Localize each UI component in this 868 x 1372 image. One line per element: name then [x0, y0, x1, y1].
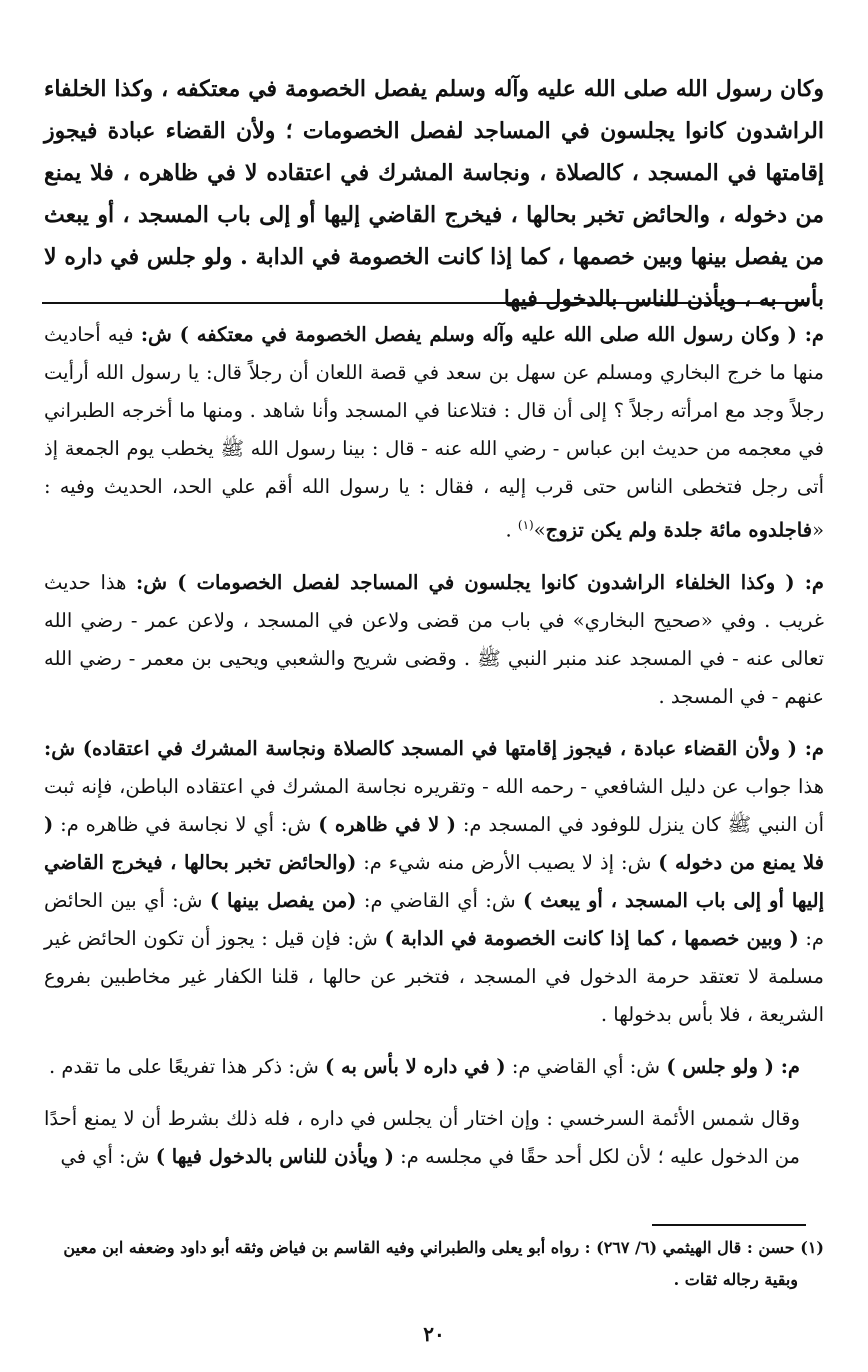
- quote-close: »: [533, 518, 546, 542]
- hadith-quote: فاجلدوه مائة جلدة ولم يكن تزوج: [545, 518, 813, 542]
- commentary-text: ش: أي القاضي م:: [505, 1054, 667, 1078]
- matn-quote: (والحائض تخبر بحالها ، فيخرج القاضي إليها أو إلى باب المسجد ، أو يبعث ): [44, 850, 824, 912]
- matn-quote: م: ( وكذا الخلفاء الراشدون كانوا يجلسون في المساجد لفصل الخصومات ) ش:: [136, 570, 825, 594]
- sentence-end: .: [505, 518, 518, 542]
- matn-text: وكان رسول الله صلى الله عليه وآله وسلم يفصل الخصومة في معتكفه ، وكذا الخلفاء الراشدون كانوا يجلسون في المساجد لفصل الخصومات ؛ ولأن القضاء عبادة فيجوز إقامتها في المسجد ، كالصلاة ، ونجاسة المشرك في اعتقاده لا في ظاهره ، فلا يمنع من دخوله ، والحائض تخبر بحالها ، فيخرج القاضي إليها أو إلى باب المسجد ، أو يبعث من يفصل بينها وبين خصمها ، كما إذا كانت الخصومة في الدابة . ولو جلس في داره لا بأس به ، ويأذن للناس بالدخول فيها: [44, 76, 824, 312]
- commentary-text: هذا حديث غريب . وفي «صحيح البخاري» في باب من قضى ولاعن في المسجد ، ولاعن عمر - رضي الله تعالى عنه - في المسجد عند منبر النبي ﷺ . وقضى شريح والشعبي ويحيى بن معمر - رضي الله عنهم - في المسجد .: [44, 570, 824, 708]
- matn-quote: م: ( وكان رسول الله صلى الله عليه وآله وسلم يفصل الخصومة في معتكفه ) ش:: [140, 323, 824, 346]
- matn-quote: م: ( ولو جلس ): [666, 1054, 800, 1078]
- footnote: [44, 1232, 824, 1296]
- commentary-text: فيه أحاديث منها ما خرج البخاري ومسلم عن سهل بن سعد في قصة اللعان أن رجلاً قال: يا رسول الله أرأيت رجلاً وجد مع امرأته رجلاً ؟ إلى أن قال : فتلاعنا في المسجد وأنا شاهد . ومنها ما أخرجه الطبراني في معجمه من حديث ابن عباس - رضي الله عنه - قال : بينا رسول الله ﷺ يخطب يوم الجمعة إذ أتى رجل فتخطى الناس حتى قرب إليه ، فقال : يا رسول الله أقم علي الحد، الحديث وفيه : «: [44, 323, 824, 542]
- commentary-paragraph-5: [44, 1100, 824, 1176]
- commentary-text: وقال شمس الأئمة السرخسي : وإن اختار أن يجلس في داره ، فله ذلك بشرط أن لا يمنع أحدًا من الدخول عليه ؛ لأن لكل أحد حقًا في مجلسه م:: [44, 1106, 800, 1168]
- commentary-paragraph-2: [44, 564, 824, 716]
- commentary-paragraph-1: [44, 316, 824, 550]
- footnote-ref[interactable]: (١): [517, 518, 534, 532]
- footnote-text: وبقية رجاله ثقات .: [673, 1270, 798, 1289]
- commentary-text: ش: إذ لا يصيب الأرض منه شيء م:: [356, 850, 659, 874]
- footnote-line-2: [44, 1264, 824, 1296]
- footnote-divider: [652, 1224, 806, 1226]
- matn-quote: ( في داره لا بأس به ): [324, 1054, 506, 1078]
- footnote-text: حسن : قال الهيثمي (٦/ ٢٦٧) : رواه أبو يعلى والطبراني وفيه القاسم بن فياض وثقه أبو داود وضعفه ابن معين: [63, 1238, 795, 1257]
- commentary-paragraph-4: [44, 1048, 824, 1086]
- matn-quote: ( ويأذن للناس بالدخول فيها ): [155, 1144, 394, 1168]
- footnote-number: (١): [800, 1238, 824, 1257]
- matn-quote: ( لا في ظاهره ): [318, 812, 456, 836]
- commentary-paragraph-3: [44, 730, 824, 1034]
- matn-quote: م: ( ولأن القضاء عبادة ، فيجوز إقامتها في المسجد كالصلاة ونجاسة المشرك في اعتقاده) ش:: [44, 736, 824, 760]
- main-divider: [42, 302, 808, 304]
- commentary-text: ش: أي القاضي م:: [356, 888, 523, 912]
- commentary-text: ش: أي لا نجاسة في ظاهره م:: [53, 812, 319, 836]
- commentary-text: ش: فإن قيل : يجوز أن تكون الحائض غير مسلمة لا تعتقد حرمة الدخول في المسجد ، فتخبر عن حالها ، قلنا الكفار غير مخاطبين بفروع الشريعة ، فلا بأس بدخولها .: [44, 926, 824, 1026]
- matn-quote: (من يفصل بينها ): [209, 888, 357, 912]
- commentary-text: ش: أي في: [60, 1144, 156, 1168]
- page-number: ٢٠: [423, 1322, 445, 1346]
- commentary-text: ش: ذكر هذا تفريعًا على ما تقدم .: [48, 1054, 325, 1078]
- matn-quote: ( وبين خصمها ، كما إذا كانت الخصومة في الدابة ): [384, 926, 799, 950]
- commentary-text: ش: أي بين الحائض م:: [44, 888, 824, 950]
- commentary: [44, 316, 824, 1190]
- commentary-text: هذا جواب عن دليل الشافعي - رحمه الله - وتقريره نجاسة المشرك في اعتقاده الباطن، فإنه ثبت أن النبي ﷺ كان ينزل للوفود في المسجد م:: [44, 774, 825, 836]
- matn-quote: ( فلا يمنع من دخوله ): [44, 812, 824, 874]
- footnote-line-1: [44, 1232, 824, 1264]
